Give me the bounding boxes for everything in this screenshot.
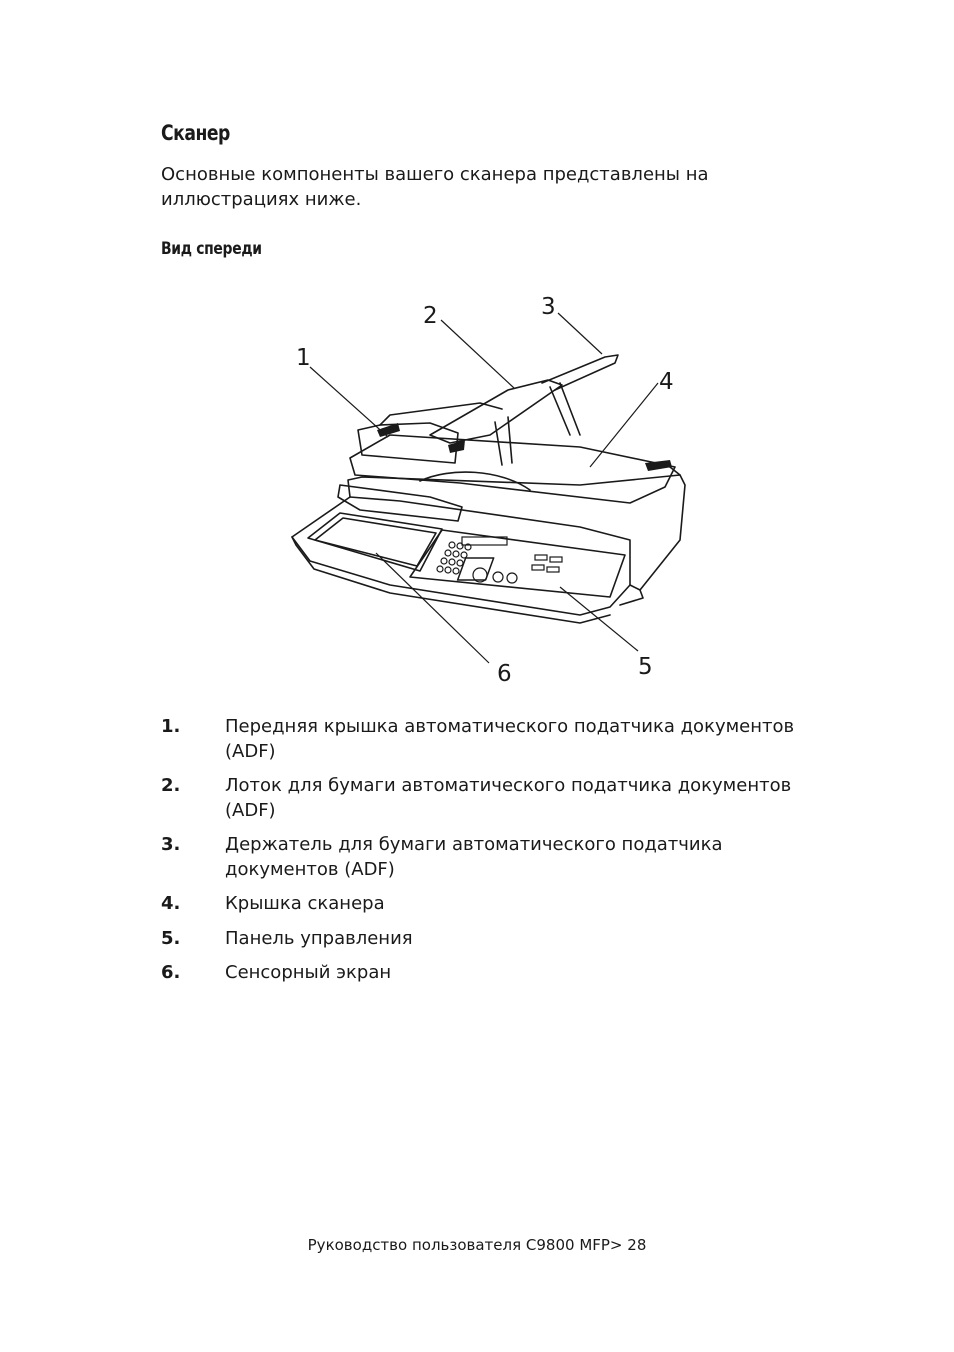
callout-2: 2 (423, 303, 438, 329)
component-list (161, 715, 841, 996)
list-item (161, 927, 841, 952)
list-item-label: Лоток для бумаги автоматического податчика документов (ADF) (225, 775, 792, 821)
scanner-drawing (280, 285, 700, 690)
scanner-front-view-illustration (280, 285, 700, 690)
list-item-label: Передняя крышка автоматического податчика документов (ADF) (225, 716, 795, 762)
list-item-number: 1. (161, 716, 181, 737)
subsection-title: Вид спереди (161, 239, 262, 259)
list-item-label: Сенсорный экран (225, 962, 392, 983)
list-item (161, 715, 841, 764)
callout-labels (296, 294, 674, 687)
list-item-number: 3. (161, 834, 181, 855)
list-item-number: 4. (161, 893, 181, 914)
list-item-number: 5. (161, 927, 181, 949)
callout-5: 5 (638, 654, 653, 680)
adf-front-cover (358, 423, 458, 463)
adf-paper-holder (542, 355, 618, 390)
callout-4: 4 (659, 369, 674, 395)
touch-screen (308, 513, 442, 571)
list-item-number: 2. (161, 775, 181, 796)
list-item (161, 833, 841, 882)
list-item (161, 774, 841, 823)
list-item-number: 6. (161, 962, 181, 983)
list-item (161, 961, 841, 986)
section-title: Сканер (161, 121, 230, 145)
adf-paper-tray (430, 380, 562, 443)
list-item-label: Панель управления (225, 927, 413, 949)
callout-1: 1 (296, 345, 311, 371)
list-item (161, 892, 841, 917)
page-footer: Руководство пользователя C9800 MFP> 28 (307, 1236, 647, 1254)
list-item-label: Крышка сканера (225, 893, 385, 914)
intro-paragraph: Основные компоненты вашего сканера представлены на иллюстрациях ниже. (161, 164, 709, 210)
callout-6: 6 (497, 661, 512, 687)
list-item-label: Держатель для бумаги автоматического податчика документов (ADF) (225, 834, 723, 880)
callout-3: 3 (541, 294, 556, 320)
